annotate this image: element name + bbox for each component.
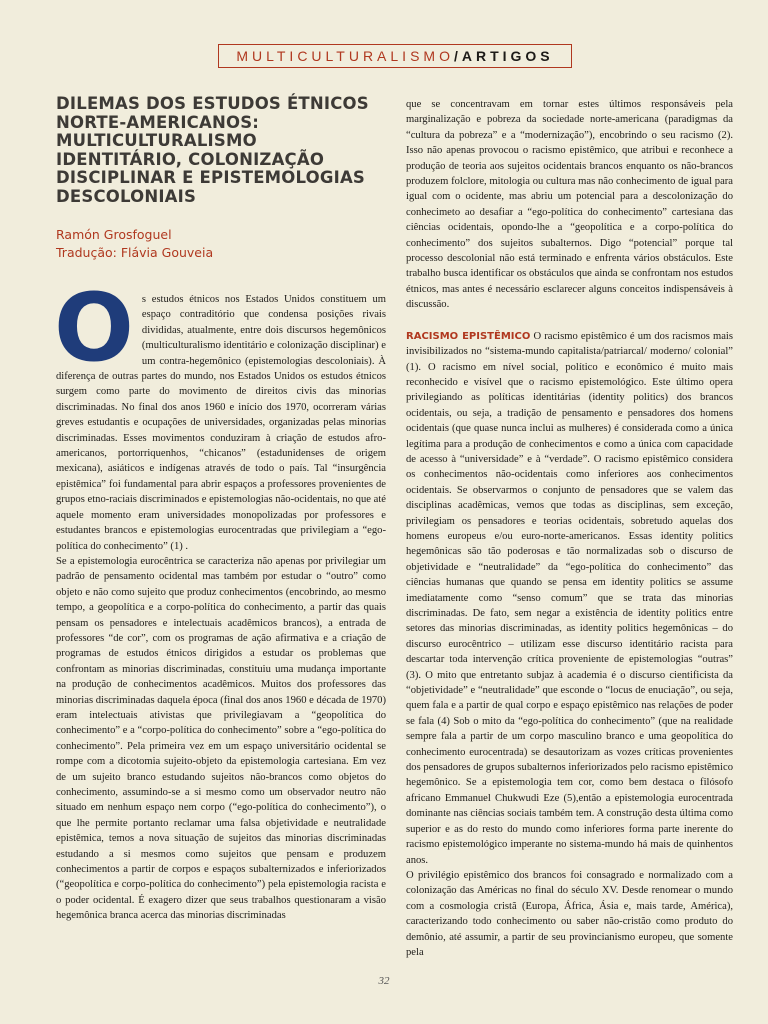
paragraph-2: Se a epistemologia eurocêntrica se caracteriza não apenas por privilegiar um padrão de pensamento ocidental mas também por estudar o “outro” como objeto e não como sujeito que produz conhecimentos (encobrindo, ao mesmo tempo, a geopolítica e a corpo-política do conhecimento, a partir das quais pensam os pensadores e intelectuais acadêmicos brancos), a entrada de professores “de cor”, com os programas de ação afirmativa e a criação de programas de estudos étnicos dirigidos a estudar os problemas que confrontam as minorias discriminadas, constituiu uma mudança importante na produção de conhecimentos acadêmicos. Muitos dos professores das minorias discriminadas daquela época (final dos anos 1960 e década de 1970) eram intelectuais ativistas que privilegiavam a “geopolítica do conhecimento” e a “corpo-política do conhecimento” sobre a “ego-política do conhecimento”. Pela primeira vez em um espaço universitário ocidental se rompe com a dicotomia sujeito-objeto da epistemologia cartesiana. Em vez de um sujeito branco estudando sujeitos não-brancos como objetos do conhecimento, assumindo-se a si mesmo como um observador neutro não situado em nenhum espaço nem corpo (“ego-política do conhecimento”), o que lhe permite portanto reclamar uma falsa objetividade e neutralidade epistêmica, temos a nova situação de sujeitos das minorias discriminadas estudando a si mesmos como sujeitos que pensam e produzem conhecimentos a partir de corpos e espaços subalternizados e inferiorizados (“geopolítica e corpo-política do conhecimento”) pela epistemologia racista e o poder ocidental. É exagero dizer que seus trabalhos questionaram a visão hegemônica branca acerca das minorias discriminadas: [56, 555, 386, 922]
paragraph-1-text: s estudos étnicos nos Estados Unidos constituem um espaço contraditório que condensa posições rivais divididas, atualmente, entre dois discursos hegemônicos (multiculturalismo identitário e colonização disciplinar) e um contra-hegemônico (epistemologias descoloniais). À diferença de outras partes do mundo, nos Estados Unidos os estudos étnicos surgem como parte do movimento de direitos civis das minorias discriminadas. No final dos anos 1960 e início dos 1970, ocorreram várias greves estudantis e ocupações de universidades, organizadas pelas minorias discriminadas. Esses movimentos conduziram à criação de estudos afro-americanos, portorriquenhos, “chicanos” (estadunidenses de origem mexicana), asiáticos e indígenas através de todo o país. Tal “insurgência epistêmica” foi fundamental para abrir espaços a professores provenientes de grupos etno-raciais discriminados e epistemologias não-ocidentais, no que até aquele momento eram universidades monopolizadas por professores e estudantes brancos e epistemologias eurocentradas que privilegiam a “ego-política do conhecimento” (1) .: [56, 294, 386, 552]
paragraph-5: O privilégio epistêmico dos brancos foi consagrado e normalizado com a colonização das Américas no final do século XV. Desde renomear o mundo com a cosmologia cristã (Europa, África, Ásia e, mais tarde, América), caracterizando todo conhecimento ou saber não-cristão como produto do demônio, até assumir, a partir de seu provincianismo europeu, que somente pela: [406, 869, 733, 958]
author-name: Ramón Grosfoguel: [56, 227, 172, 242]
article-title: DILEMAS DOS ESTUDOS ÉTNICOS NORTE-AMERICANOS: MULTICULTURALISMO IDENTITÁRIO, COLONIZAÇÃO DISCIPLINAR E EPISTEMOLOGIAS DESCOLONIAIS: [56, 94, 369, 206]
right-column: [406, 97, 733, 960]
paragraph-1: [54, 274, 386, 554]
drop-cap: O: [54, 274, 134, 383]
section-name: MULTICULTURALISMO: [236, 48, 454, 64]
section-header: [218, 44, 572, 68]
section-separator: /: [453, 48, 462, 64]
translator-name: Tradução: Flávia Gouveia: [56, 245, 214, 260]
left-column: [54, 274, 386, 924]
subheading: RACISMO EPISTÊMICO: [406, 330, 531, 342]
byline: [56, 226, 386, 262]
page-number: 32: [378, 975, 390, 987]
section-category: ARTIGOS: [461, 48, 554, 64]
section-gap: [406, 313, 733, 329]
paragraph-4: [406, 329, 733, 868]
paragraph-3: que se concentravam em tornar estes últimos responsáveis pela marginalização e pobreza da sociedade norte-americana (paradigmas da “cultura da pobreza” e a “modernização”), encobrindo o seu racismo (2). Isso não apenas provocou o racismo epistêmico, que atribui e reconhece a produção de teoria aos sujeitos ocidentais brancos enquanto os não-brancos produzem folclore, mitologia ou cultura mas não conhecimento de igual para igual com o ocidente, mas abriu um potencial para a descolonização do conhecimeto ao desafiar a “ego-política do conhecimento” cartesiana das ciências ocidentais, opondo-lhe a “geopolítica e a corpo-política do conhecimento” dos sujeitos subalternos. Digo “potencial” porque tal processo descolonial não está terminado e enfrenta vários obstáculos. Este trabalho busca identificar os obstáculos que ainda se confrontam nos estudos étnicos, mas antes é necessário esclarecer alguns conceitos indispensáveis à discussão.: [406, 99, 733, 311]
paragraph-4-text: O racismo epistêmico é um dos racismos mais invisibilizados no “sistema-mundo capitalista/patriarcal/ moderno/ colonial” (1). O racismo em nível social, político e econômico é muito mais reconhecido e visível que o racismo epistemológico. Este último opera privilegiando as políticas identitárias (identity politics) dos brancos ocidentais, ou seja, a tradição de pensamento e pensadores dos homens ocidentais (que quase nunca inclui as mulheres) é considerada como a única legítima para a produção de conhecimentos e como a única com capacidade de acesso à “universidade” e à “verdade”. O racismo epistêmico considera os conhecimentos não-ocidentais como inferiores aos conhecimentos ocidentais. Se observarmos o conjunto de pensadores que se valem das disciplinas acadêmicas, vemos que todas as disciplinas, sem exceção, privilegiam os pensadores e teorias ocidentais, sobretudo aquelas dos homens europeus e/ou euro-norte-americanos. Essas identity politics hegemônicas são tão poderosas e tão normalizadas sob o discurso de objetividade e “neutralidade” da “ego-política do conhecimento” das ciências humanas que quando se pensa em identity politics se assume imediatamente como “senso comum” que se trata das minorias discriminadas. De fato, sem negar a existência de identity politics entre setores das minorias discriminadas, as identity politics hegemônicas – do discurso eurocêntrico – utilizam esse discurso identitário racista para descartar toda intervenção crítica proveniente de epistemologias “outras” (3). O mito que entretanto subjaz à academia é o discurso cientificista da “objetividade” e “neutralidade” que esconde o “locus de enuciação”, ou seja, quem fala e a partir de qual corpo e espaço epistêmico nas relações de poder se fala (4) Sob o mito da “ego-política do conhecimento” (que na realidade sempre fala a partir de um corpo masculino branco e uma geopolítica do conhecimento eurocentrada) se desautorizam as vozes críticas provenientes dos pensadores de grupos subalternos inferiorizados pelo racismo epistêmico hegemônico. Se a epistemologia tem cor, como bem destaca o filósofo africano Emmanuel Chukwudi Eze (5),então a epistemologia eurocentrada dominante nas ciências sociais também tem. A construção desta última como superior e as do resto do mundo como inferiores forma parte inerente do racismo epistemológico imperante no sistema-mundo há mais de quinhentos anos.: [406, 330, 733, 866]
